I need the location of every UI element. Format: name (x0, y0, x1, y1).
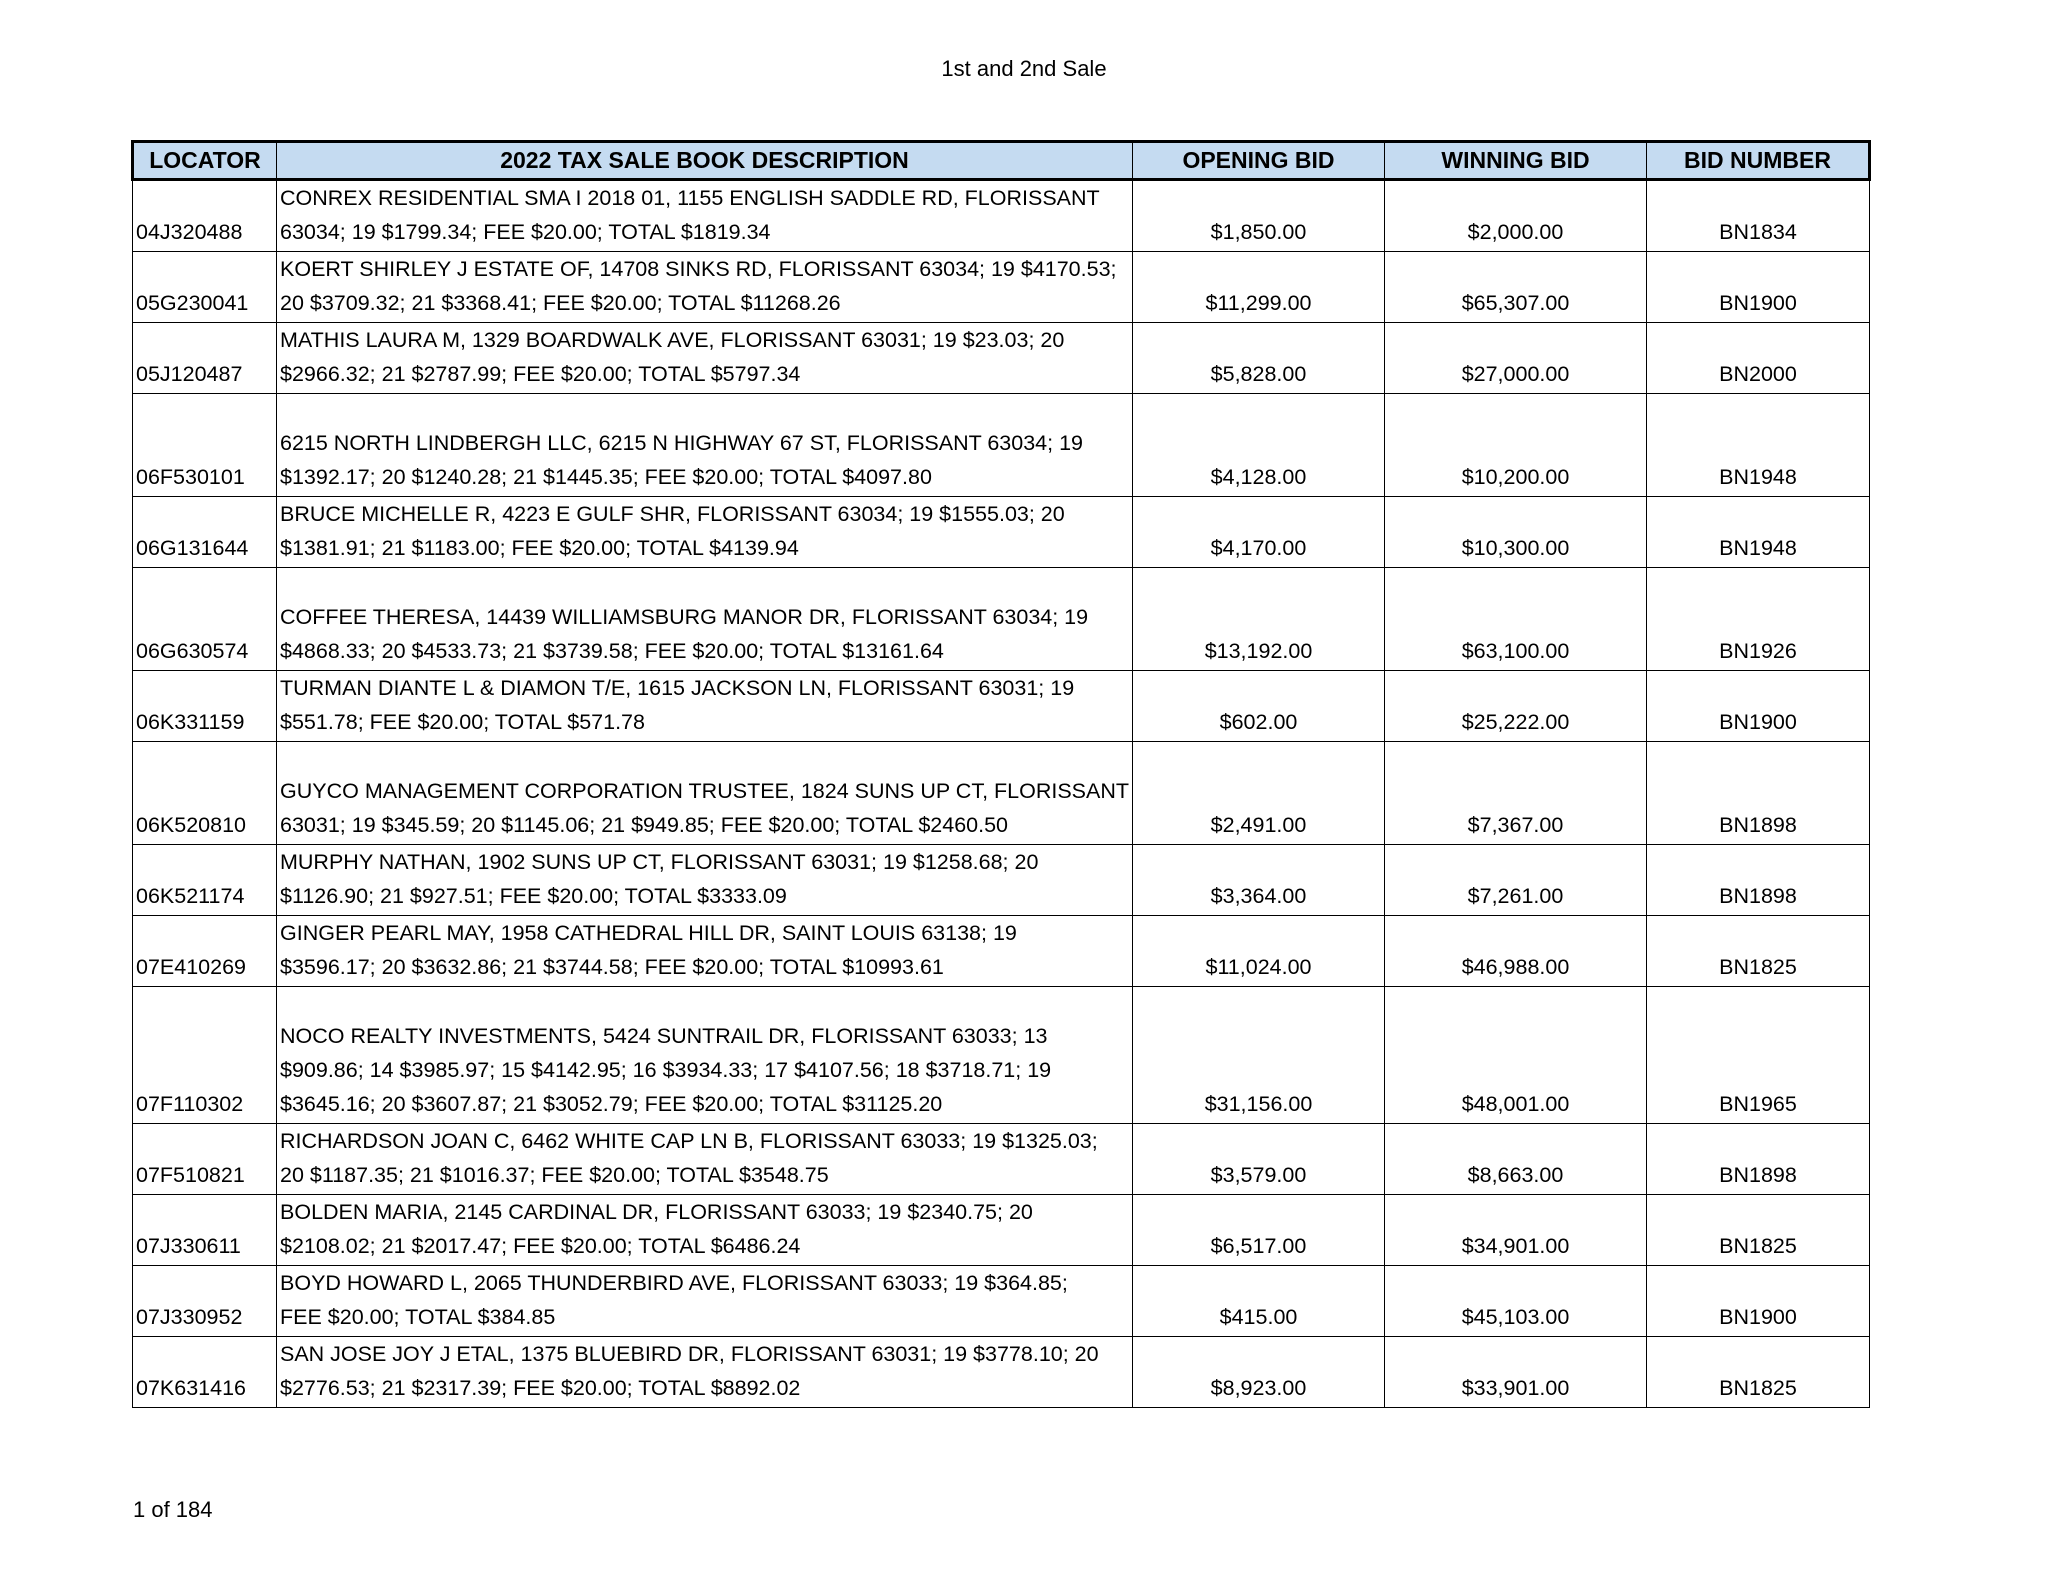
opening-bid-cell: $31,156.00 (1133, 987, 1385, 1124)
description-cell: GINGER PEARL MAY, 1958 CATHEDRAL HILL DR, SAINT LOUIS 63138; 19 $3596.17; 20 $3632.86; 21 $3744.58; FEE $20.00; TOTAL $10993.61 (277, 916, 1133, 987)
winning-bid-cell: $46,988.00 (1385, 916, 1647, 987)
locator-cell: 06K520810 (133, 742, 277, 845)
locator-cell: 06F530101 (133, 394, 277, 497)
bid-number-cell: BN1898 (1647, 845, 1870, 916)
winning-bid-cell: $33,901.00 (1385, 1337, 1647, 1408)
header-locator: LOCATOR (133, 142, 277, 180)
locator-cell: 04J320488 (133, 180, 277, 252)
header-winning-bid: WINNING BID (1385, 142, 1647, 180)
bid-number-cell: BN1898 (1647, 742, 1870, 845)
locator-cell: 05J120487 (133, 323, 277, 394)
bid-number-cell: BN1825 (1647, 1337, 1870, 1408)
table-row (133, 568, 1870, 671)
locator-cell: 07K631416 (133, 1337, 277, 1408)
locator-cell: 07F510821 (133, 1124, 277, 1195)
bid-number-cell: BN1900 (1647, 252, 1870, 323)
winning-bid-cell: $2,000.00 (1385, 180, 1647, 252)
locator-cell: 05G230041 (133, 252, 277, 323)
winning-bid-cell: $7,367.00 (1385, 742, 1647, 845)
bid-number-cell: BN1948 (1647, 394, 1870, 497)
table-row (133, 845, 1870, 916)
description-cell: BOYD HOWARD L, 2065 THUNDERBIRD AVE, FLORISSANT 63033; 19 $364.85; FEE $20.00; TOTAL $384.85 (277, 1266, 1133, 1337)
winning-bid-cell: $25,222.00 (1385, 671, 1647, 742)
winning-bid-cell: $48,001.00 (1385, 987, 1647, 1124)
winning-bid-cell: $10,300.00 (1385, 497, 1647, 568)
winning-bid-cell: $34,901.00 (1385, 1195, 1647, 1266)
bid-number-cell: BN1825 (1647, 1195, 1870, 1266)
table-row (133, 742, 1870, 845)
description-cell: NOCO REALTY INVESTMENTS, 5424 SUNTRAIL DR, FLORISSANT 63033; 13 $909.86; 14 $3985.97; 15 $4142.95; 16 $3934.33; 17 $4107.56; 18 $3718.71; 19 $3645.16; 20 $3607.87; 21 $3052.79; FEE $20.00; TOTAL $31125.20 (277, 987, 1133, 1124)
winning-bid-cell: $65,307.00 (1385, 252, 1647, 323)
bid-number-cell: BN1898 (1647, 1124, 1870, 1195)
table-row (133, 1337, 1870, 1408)
opening-bid-cell: $602.00 (1133, 671, 1385, 742)
opening-bid-cell: $11,024.00 (1133, 916, 1385, 987)
header-bid-number: BID NUMBER (1647, 142, 1870, 180)
table-row (133, 1195, 1870, 1266)
locator-cell: 07F110302 (133, 987, 277, 1124)
header-opening-bid: OPENING BID (1133, 142, 1385, 180)
page-title: 1st and 2nd Sale (941, 56, 1107, 81)
winning-bid-cell: $8,663.00 (1385, 1124, 1647, 1195)
opening-bid-cell: $2,491.00 (1133, 742, 1385, 845)
opening-bid-cell: $3,364.00 (1133, 845, 1385, 916)
description-cell: BRUCE MICHELLE R, 4223 E GULF SHR, FLORISSANT 63034; 19 $1555.03; 20 $1381.91; 21 $1183.00; FEE $20.00; TOTAL $4139.94 (277, 497, 1133, 568)
opening-bid-cell: $11,299.00 (1133, 252, 1385, 323)
winning-bid-cell: $45,103.00 (1385, 1266, 1647, 1337)
opening-bid-cell: $3,579.00 (1133, 1124, 1385, 1195)
locator-cell: 06G131644 (133, 497, 277, 568)
opening-bid-cell: $1,850.00 (1133, 180, 1385, 252)
table-row (133, 671, 1870, 742)
table-row (133, 252, 1870, 323)
opening-bid-cell: $4,170.00 (1133, 497, 1385, 568)
bid-number-cell: BN1900 (1647, 1266, 1870, 1337)
locator-cell: 06G630574 (133, 568, 277, 671)
description-cell: RICHARDSON JOAN C, 6462 WHITE CAP LN B, FLORISSANT 63033; 19 $1325.03; 20 $1187.35; 21 $1016.37; FEE $20.00; TOTAL $3548.75 (277, 1124, 1133, 1195)
tax-sale-table (131, 140, 1871, 1408)
description-cell: KOERT SHIRLEY J ESTATE OF, 14708 SINKS RD, FLORISSANT 63034; 19 $4170.53; 20 $3709.32; 21 $3368.41; FEE $20.00; TOTAL $11268.26 (277, 252, 1133, 323)
header-description: 2022 TAX SALE BOOK DESCRIPTION (277, 142, 1133, 180)
opening-bid-cell: $4,128.00 (1133, 394, 1385, 497)
bid-number-cell: BN1965 (1647, 987, 1870, 1124)
description-cell: MATHIS LAURA M, 1329 BOARDWALK AVE, FLORISSANT 63031; 19 $23.03; 20 $2966.32; 21 $2787.99; FEE $20.00; TOTAL $5797.34 (277, 323, 1133, 394)
description-cell: BOLDEN MARIA, 2145 CARDINAL DR, FLORISSANT 63033; 19 $2340.75; 20 $2108.02; 21 $2017.47; FEE $20.00; TOTAL $6486.24 (277, 1195, 1133, 1266)
description-cell: 6215 NORTH LINDBERGH LLC, 6215 N HIGHWAY 67 ST, FLORISSANT 63034; 19 $1392.17; 20 $1240.28; 21 $1445.35; FEE $20.00; TOTAL $4097.80 (277, 394, 1133, 497)
header-row (133, 142, 1870, 180)
table-row (133, 987, 1870, 1124)
winning-bid-cell: $63,100.00 (1385, 568, 1647, 671)
bid-number-cell: BN1825 (1647, 916, 1870, 987)
opening-bid-cell: $6,517.00 (1133, 1195, 1385, 1266)
table-row (133, 916, 1870, 987)
locator-cell: 07J330952 (133, 1266, 277, 1337)
bid-number-cell: BN1926 (1647, 568, 1870, 671)
winning-bid-cell: $10,200.00 (1385, 394, 1647, 497)
page-number: 1 of 184 (133, 1497, 213, 1522)
table-row (133, 497, 1870, 568)
bid-number-cell: BN2000 (1647, 323, 1870, 394)
winning-bid-cell: $7,261.00 (1385, 845, 1647, 916)
locator-cell: 06K331159 (133, 671, 277, 742)
table-row (133, 1266, 1870, 1337)
opening-bid-cell: $415.00 (1133, 1266, 1385, 1337)
opening-bid-cell: $8,923.00 (1133, 1337, 1385, 1408)
description-cell: MURPHY NATHAN, 1902 SUNS UP CT, FLORISSANT 63031; 19 $1258.68; 20 $1126.90; 21 $927.51; FEE $20.00; TOTAL $3333.09 (277, 845, 1133, 916)
locator-cell: 07J330611 (133, 1195, 277, 1266)
bid-number-cell: BN1948 (1647, 497, 1870, 568)
locator-cell: 06K521174 (133, 845, 277, 916)
bid-number-cell: BN1900 (1647, 671, 1870, 742)
opening-bid-cell: $5,828.00 (1133, 323, 1385, 394)
winning-bid-cell: $27,000.00 (1385, 323, 1647, 394)
table-row (133, 1124, 1870, 1195)
opening-bid-cell: $13,192.00 (1133, 568, 1385, 671)
description-cell: SAN JOSE JOY J ETAL, 1375 BLUEBIRD DR, FLORISSANT 63031; 19 $3778.10; 20 $2776.53; 21 $2317.39; FEE $20.00; TOTAL $8892.02 (277, 1337, 1133, 1408)
description-cell: CONREX RESIDENTIAL SMA I 2018 01, 1155 ENGLISH SADDLE RD, FLORISSANT 63034; 19 $1799.34; FEE $20.00; TOTAL $1819.34 (277, 180, 1133, 252)
bid-number-cell: BN1834 (1647, 180, 1870, 252)
description-cell: GUYCO MANAGEMENT CORPORATION TRUSTEE, 1824 SUNS UP CT, FLORISSANT 63031; 19 $345.59; 20 $1145.06; 21 $949.85; FEE $20.00; TOTAL $2460.50 (277, 742, 1133, 845)
table-row (133, 323, 1870, 394)
table-row (133, 180, 1870, 252)
locator-cell: 07E410269 (133, 916, 277, 987)
table-row (133, 394, 1870, 497)
description-cell: TURMAN DIANTE L & DIAMON T/E, 1615 JACKSON LN, FLORISSANT 63031; 19 $551.78; FEE $20.00; TOTAL $571.78 (277, 671, 1133, 742)
description-cell: COFFEE THERESA, 14439 WILLIAMSBURG MANOR DR, FLORISSANT 63034; 19 $4868.33; 20 $4533.73; 21 $3739.58; FEE $20.00; TOTAL $13161.64 (277, 568, 1133, 671)
